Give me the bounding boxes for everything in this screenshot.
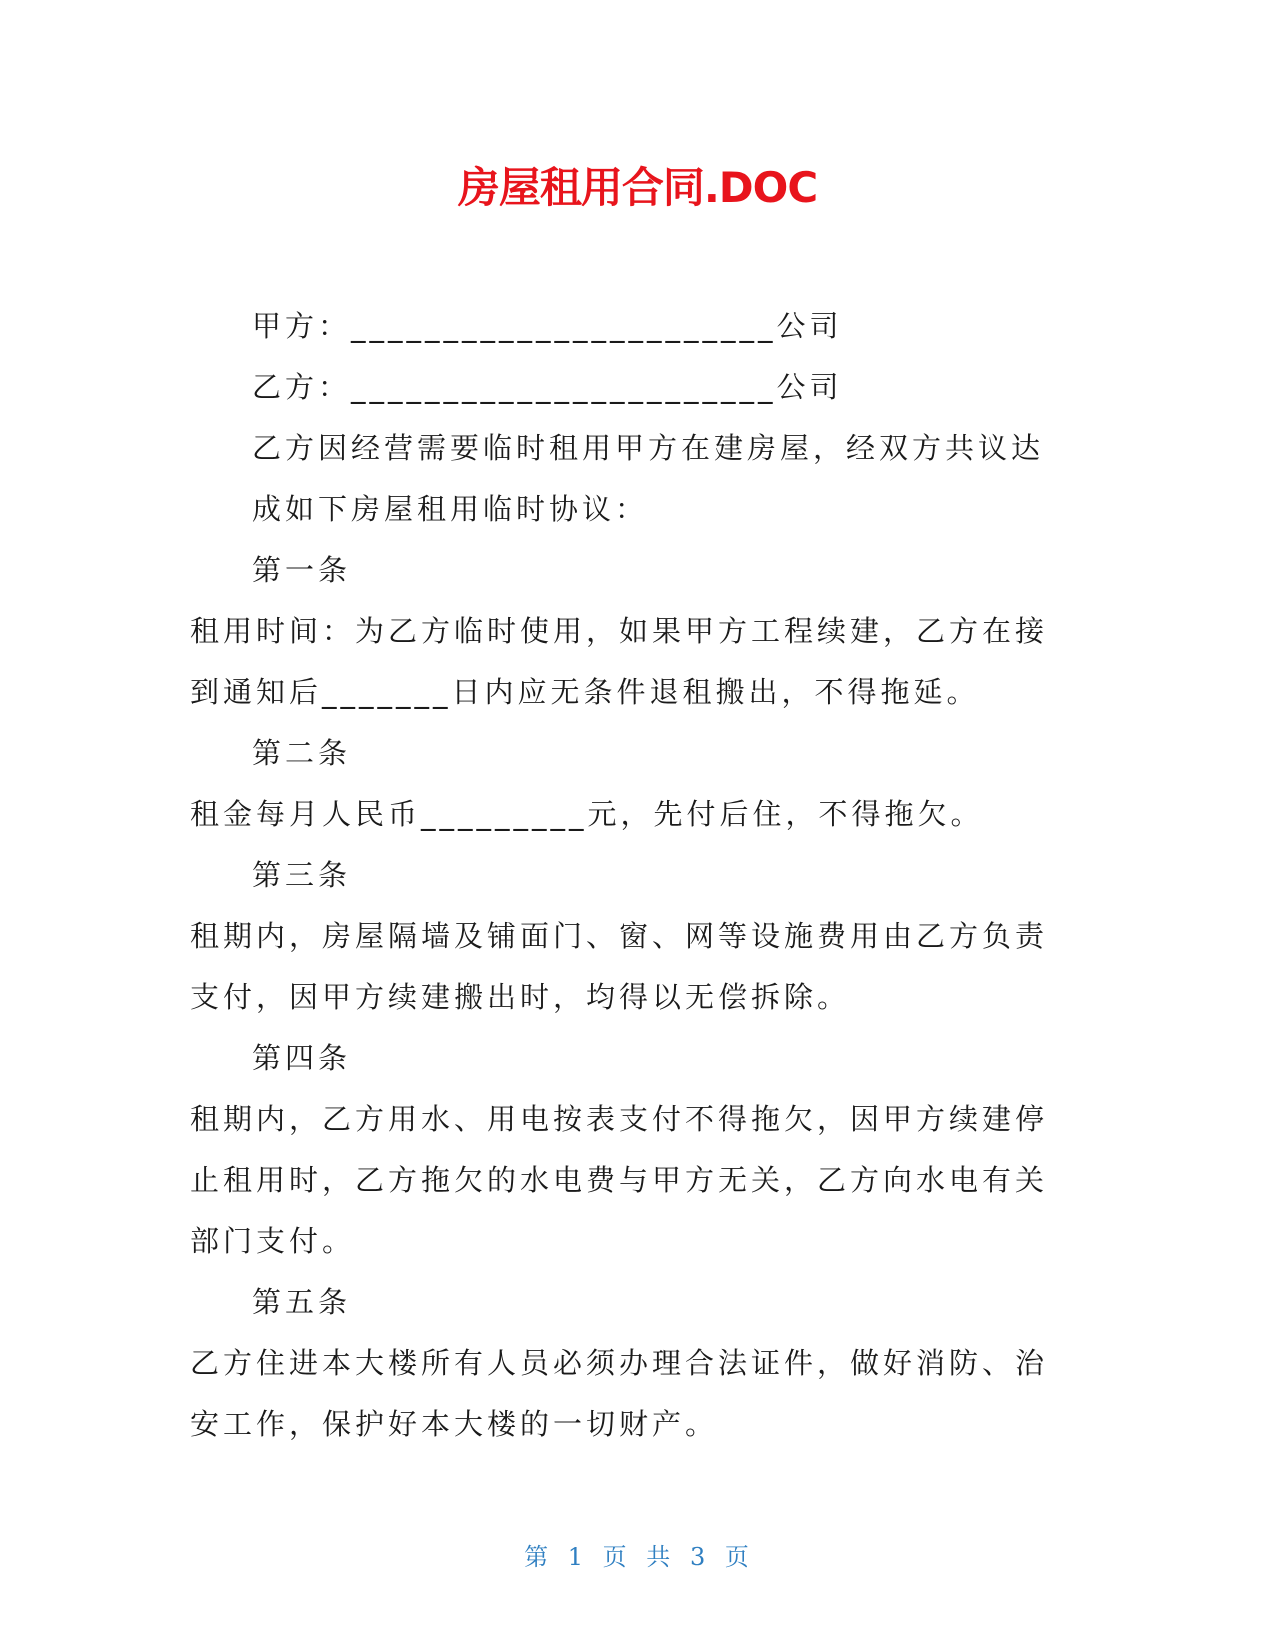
document-body bbox=[190, 296, 1065, 1455]
party-b-line: 乙方：_______________________公司 bbox=[252, 370, 843, 404]
article-1-heading: 第一条 bbox=[252, 553, 352, 587]
article-2-heading: 第二条 bbox=[252, 736, 352, 770]
page-number-footer: 第 1 页 共 3 页 bbox=[524, 1543, 751, 1571]
article-4-heading: 第四条 bbox=[252, 1041, 352, 1075]
document-title: 房屋租用合同.DOC bbox=[457, 163, 818, 212]
article-3-heading: 第三条 bbox=[252, 858, 352, 892]
article-5-heading: 第五条 bbox=[252, 1285, 352, 1319]
article-3-text: 租期内，房屋隔墙及铺面门、窗、网等设施费用由乙方负责支付，因甲方续建搬出时，均得以无偿拆除。 bbox=[190, 919, 1049, 1014]
intro-paragraph: 乙方因经营需要临时租用甲方在建房屋，经双方共议达成如下房屋租用临时协议： bbox=[252, 431, 1045, 526]
article-2-text: 租金每月人民币_________元，先付后住，不得拖欠。 bbox=[190, 797, 984, 831]
party-a-line: 甲方：_______________________公司 bbox=[252, 309, 843, 343]
article-4-text: 租期内，乙方用水、用电按表支付不得拖欠，因甲方续建停止租用时，乙方拖欠的水电费与甲方无关，乙方向水电有关部门支付。 bbox=[190, 1102, 1049, 1258]
article-5-text: 乙方住进本大楼所有人员必须办理合法证件，做好消防、治安工作，保护好本大楼的一切财产。 bbox=[190, 1346, 1049, 1441]
article-1-text: 租用时间：为乙方临时使用，如果甲方工程续建，乙方在接到通知后_______日内应无条件退租搬出，不得拖延。 bbox=[190, 614, 1049, 709]
